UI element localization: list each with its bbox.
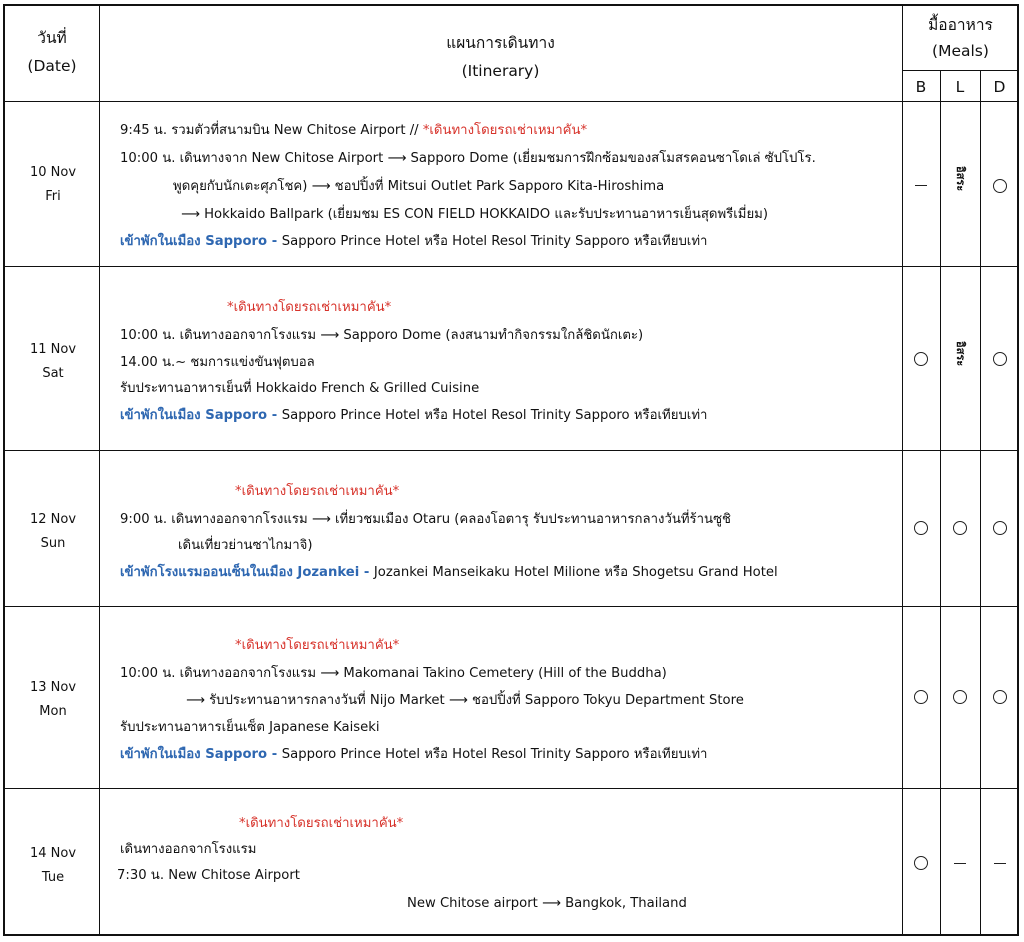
lunch-cell [940, 166, 980, 202]
itinerary-line: รับประทานอาหารเย็นที่ Hokkaido French & Grilled Cuisine [120, 381, 480, 396]
stay-hotels: Jozankei Manseikaku Hotel Milione หรือ Shogetsu Grand Hotel [373, 565, 778, 580]
transport-note: *เดินทางโดยรถเช่าเหมาคัน* [239, 816, 404, 831]
dinner-cell [980, 352, 1019, 370]
row-date [5, 508, 101, 556]
stay-label: เข้าพักในเมือง Sapporo - [120, 234, 282, 249]
column-divider [902, 6, 903, 934]
stay-hotels: Sapporo Prince Hotel หรือ Hotel Resol Trinity Sapporo หรือเทียบเท่า [281, 408, 708, 423]
transport-note: *เดินทางโดยรถเช่าเหมาคัน* [227, 300, 392, 315]
row-divider [5, 606, 1017, 607]
date-weekday: Sun [40, 536, 66, 551]
row-divider [5, 788, 1017, 789]
breakfast-header: B [915, 78, 927, 96]
dinner-cell [980, 521, 1019, 539]
date-header-en: (Date) [27, 57, 77, 75]
included-circle [993, 690, 1007, 704]
date-day: 13 Nov [29, 680, 77, 695]
itinerary-line: ⟶ รับประทานอาหารกลางวันที่ Nijo Market ⟶ ชอปปิ้งที่ Sapporo Tokyu Department Store [186, 693, 744, 708]
dinner-header: D [993, 78, 1006, 96]
itinerary-line [120, 123, 587, 139]
included-circle [914, 856, 928, 870]
date-day: 10 Nov [29, 165, 77, 180]
breakfast-cell [902, 690, 940, 708]
itinerary-line: พูดคุยกับนักเตะศุภโชค) ⟶ ชอปปิ้งที่ Mitsui Outlet Park Sapporo Kita-Hiroshima [173, 179, 665, 194]
date-header [5, 24, 99, 80]
itinerary-table [3, 4, 1019, 936]
itinerary-line: 10:00 น. เดินทางออกจากโรงแรม ⟶ Makomanai Takino Cemetery (Hill of the Buddha) [120, 666, 667, 681]
itinerary-header-en: (Itinerary) [461, 62, 540, 80]
lunch-cell [940, 690, 980, 708]
lunch-cell [940, 521, 980, 539]
breakfast-cell [902, 352, 940, 370]
free-meal-label: อิสระ [954, 341, 967, 367]
itinerary-line: 14.00 น.~ ชมการแข่งขันฟุตบอล [120, 355, 315, 370]
free-meal-label: อิสระ [954, 166, 967, 192]
breakfast-cell [902, 177, 940, 193]
dinner-cell [980, 690, 1019, 708]
transport-note: *เดินทางโดยรถเช่าเหมาคัน* [235, 638, 400, 653]
row-date [5, 161, 101, 209]
date-weekday: Sat [42, 366, 64, 381]
meals-header-th: มื้ออาหาร [928, 16, 993, 34]
stay-label: เข้าพักในเมือง Sapporo - [120, 747, 282, 762]
itinerary-line: 10:00 น. เดินทางออกจากโรงแรม ⟶ Sapporo Dome (ลงสนามทำกิจกรรมใกล้ชิดนักเตะ) [120, 328, 644, 343]
date-weekday: Tue [41, 870, 65, 885]
date-weekday: Fri [45, 189, 61, 204]
itinerary-line: 7:30 น. New Chitose Airport [117, 868, 300, 883]
included-circle [953, 690, 967, 704]
dinner-cell [980, 855, 1019, 871]
included-circle [914, 352, 928, 366]
stay-label: เข้าพักโรงแรมออนเซ็นในเมือง Jozankei - [120, 565, 374, 580]
included-circle [953, 521, 967, 535]
itinerary-line: ⟶ Hokkaido Ballpark (เยี่ยมชม ES CON FIELD HOKKAIDO และรับประทานอาหารเย็นสุดพรีเมี่ยม) [181, 207, 769, 222]
row-divider [5, 101, 1017, 102]
stay-line [120, 408, 707, 424]
not-included-dash [954, 863, 966, 864]
itinerary-line: 10:00 น. เดินทางจาก New Chitose Airport ⟶ Sapporo Dome (เยี่ยมชมการฝึกซ้อมของสโมสรคอนซาโดเล่ ซัปโปโร. [120, 151, 816, 166]
itinerary-line: เดินทางออกจากโรงแรม [120, 842, 257, 857]
included-circle [914, 521, 928, 535]
stay-line [120, 565, 778, 581]
row-date [5, 338, 101, 386]
included-circle [993, 521, 1007, 535]
date-day: 12 Nov [29, 512, 77, 527]
breakfast-cell [902, 856, 940, 874]
lunch-cell [940, 855, 980, 871]
row-divider [5, 450, 1017, 451]
itinerary-header-th: แผนการเดินทาง [446, 34, 555, 52]
column-divider [99, 6, 100, 934]
stay-line [120, 747, 707, 763]
itinerary-line: รับประทานอาหารเย็นเซ็ต Japanese Kaiseki [120, 720, 380, 735]
meals-header [902, 12, 1019, 64]
stay-hotels: Sapporo Prince Hotel หรือ Hotel Resol Trinity Sapporo หรือเทียบเท่า [281, 747, 708, 762]
meals-header-en: (Meals) [932, 42, 989, 60]
stay-hotels: Sapporo Prince Hotel หรือ Hotel Resol Trinity Sapporo หรือเทียบเท่า [281, 234, 708, 249]
date-weekday: Mon [39, 704, 67, 719]
column-divider [980, 70, 981, 934]
not-included-dash [915, 185, 927, 186]
lunch-cell [940, 341, 980, 377]
itinerary-header [99, 29, 902, 85]
breakfast-cell [902, 521, 940, 539]
transport-note: *เดินทางโดยรถเช่าเหมาคัน* [235, 484, 400, 499]
itinerary-line: New Chitose airport ⟶ Bangkok, Thailand [407, 896, 687, 911]
itinerary-line: 9:00 น. เดินทางออกจากโรงแรม ⟶ เที่ยวชมเมือง Otaru (คลองโอตารุ รับประทานอาหารกลางวันที่ร้านซูชิ [120, 512, 731, 527]
stay-line [120, 234, 707, 250]
date-day: 11 Nov [29, 342, 77, 357]
included-circle [993, 179, 1007, 193]
lunch-header: L [955, 78, 965, 96]
included-circle [914, 690, 928, 704]
dinner-cell [980, 179, 1019, 197]
transport-note: *เดินทางโดยรถเช่าเหมาคัน* [422, 123, 588, 138]
stay-label: เข้าพักในเมือง Sapporo - [120, 408, 282, 423]
row-date [5, 676, 101, 724]
date-header-th: วันที่ [37, 29, 67, 47]
included-circle [993, 352, 1007, 366]
itinerary-text: 9:45 น. รวมตัวที่สนามบิน New Chitose Airport // [120, 123, 423, 138]
not-included-dash [994, 863, 1006, 864]
date-day: 14 Nov [29, 846, 77, 861]
row-date [5, 842, 101, 890]
meals-sub-divider [902, 70, 1017, 71]
row-divider [5, 266, 1017, 267]
itinerary-line: เดินเที่ยวย่านซาไกมาจิ) [178, 538, 313, 553]
